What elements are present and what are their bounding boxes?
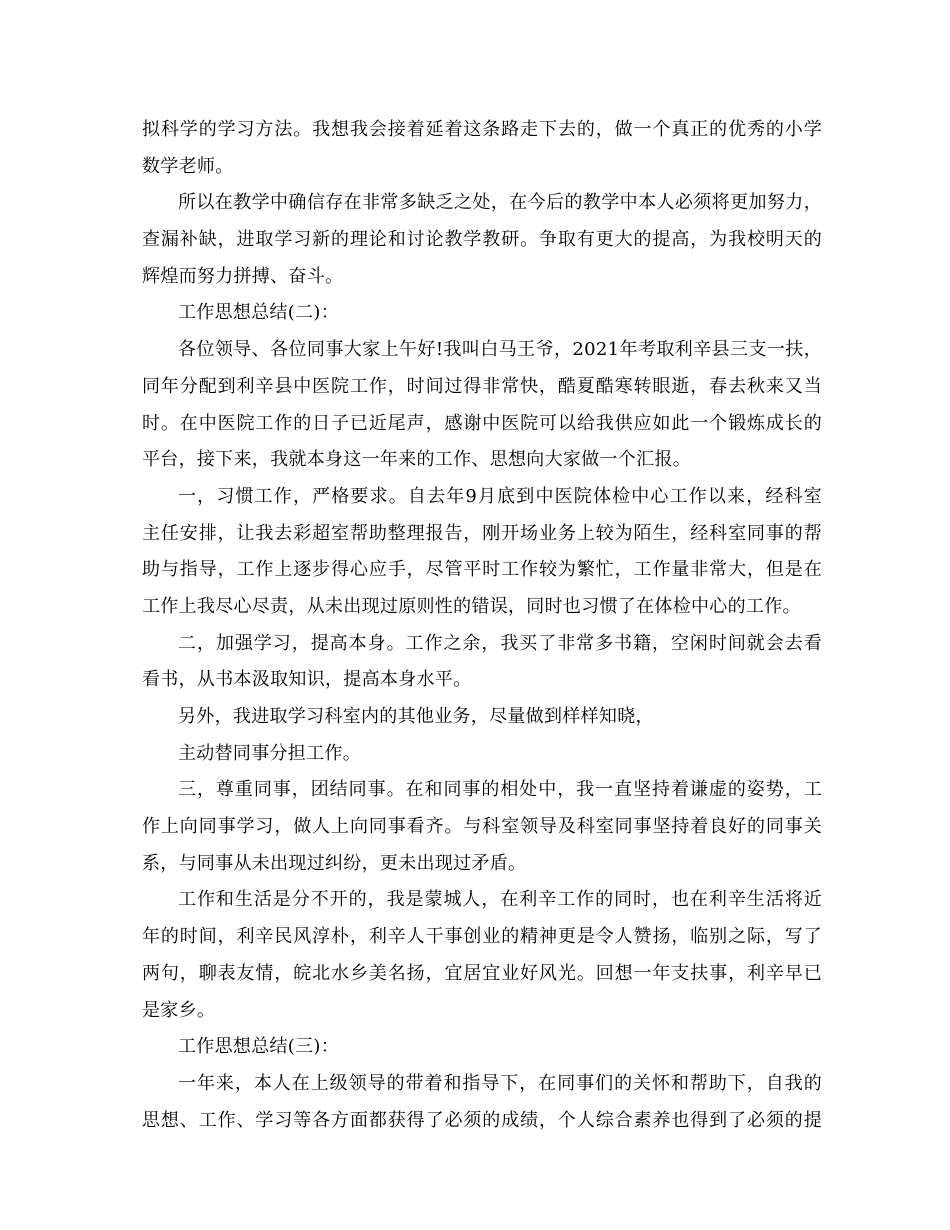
text-line: 主任安排，让我去彩超室帮助整理报告，刚开场业务上较为陌生，经科室同事的帮 — [142, 522, 822, 544]
text-line: 工作思想总结(三)： — [178, 1036, 340, 1058]
text-line: 数学老师。 — [142, 155, 234, 177]
text-line: 二，加强学习，提高本身。工作之余，我买了非常多书籍，空闲时间就会去看 — [178, 632, 822, 654]
text-line: 作上向同事学习，做人上向同事看齐。与科室领导及科室同事坚持着良好的同事关 — [142, 816, 822, 838]
text-line: 两句，聊表友情，皖北水乡美名扬，宜居宜业好风光。回想一年支扶事，利辛早已 — [142, 962, 822, 984]
text-line: 工作思想总结(二)： — [178, 302, 340, 324]
text-line: 查漏补缺，进取学习新的理论和讨论教学教研。争取有更大的提高，为我校明天的 — [142, 229, 822, 251]
text-line: 年的时间，利辛民风淳朴，利辛人干事创业的精神更是令人赞扬，临别之际，写了 — [142, 926, 822, 948]
text-line: 主动替同事分担工作。 — [178, 742, 361, 764]
text-line: 工作和生活是分不开的，我是蒙城人，在利辛工作的同时，也在利辛生活将近 — [178, 889, 822, 911]
text-line: 拟科学的学习方法。我想我会接着延着这条路走下去的，做一个真正的优秀的小学 — [142, 119, 822, 140]
text-line: 一，习惯工作，严格要求。自去年9月底到中医院体检中心工作以来，经科室 — [178, 485, 822, 507]
text-line: 各位领导、各位同事大家上午好!我叫白马王爷，2021年考取利辛县三支一扶， — [178, 339, 822, 361]
text-line: 平台，接下来，我就本身这一年来的工作、思想向大家做一个汇报。 — [142, 449, 691, 471]
text-line: 工作上我尽心尽责，从未出现过原则性的错误，同时也习惯了在体检中心的工作。 — [142, 595, 801, 617]
text-line: 是家乡。 — [142, 999, 216, 1021]
text-line: 所以在教学中确信存在非常多缺乏之处，在今后的教学中本人必须将更加努力， — [178, 192, 822, 214]
text-line: 看书，从书本汲取知识，提高本身水平。 — [142, 669, 472, 691]
text-line: 三，尊重同事，团结同事。在和同事的相处中，我一直坚持着谦虚的姿势，工 — [178, 779, 822, 801]
text-line: 系，与同事从未出现过纠纷，更未出现过矛盾。 — [142, 852, 527, 874]
text-line: 思想、工作、学习等各方面都获得了必须的成绩，个人综合素养也得到了必须的提 — [142, 1109, 822, 1131]
document-page — [142, 112, 822, 1139]
text-line: 时。在中医院工作的日子已近尾声，感谢中医院可以给我供应如此一个锻炼成长的 — [142, 412, 822, 434]
text-line: 一年来，本人在上级领导的带着和指导下，在同事们的关怀和帮助下，自我的 — [178, 1072, 822, 1094]
text-line: 另外，我进取学习科室内的其他业务，尽量做到样样知晓， — [178, 706, 654, 727]
text-line: 辉煌而努力拼搏、奋斗。 — [142, 265, 344, 287]
text-line: 同年分配到利辛县中医院工作，时间过得非常快，酷夏酷寒转眼逝，春去秋来又当 — [142, 375, 822, 397]
text-line: 助与指导，工作上逐步得心应手，尽管平时工作较为繁忙，工作量非常大，但是在 — [142, 559, 822, 581]
